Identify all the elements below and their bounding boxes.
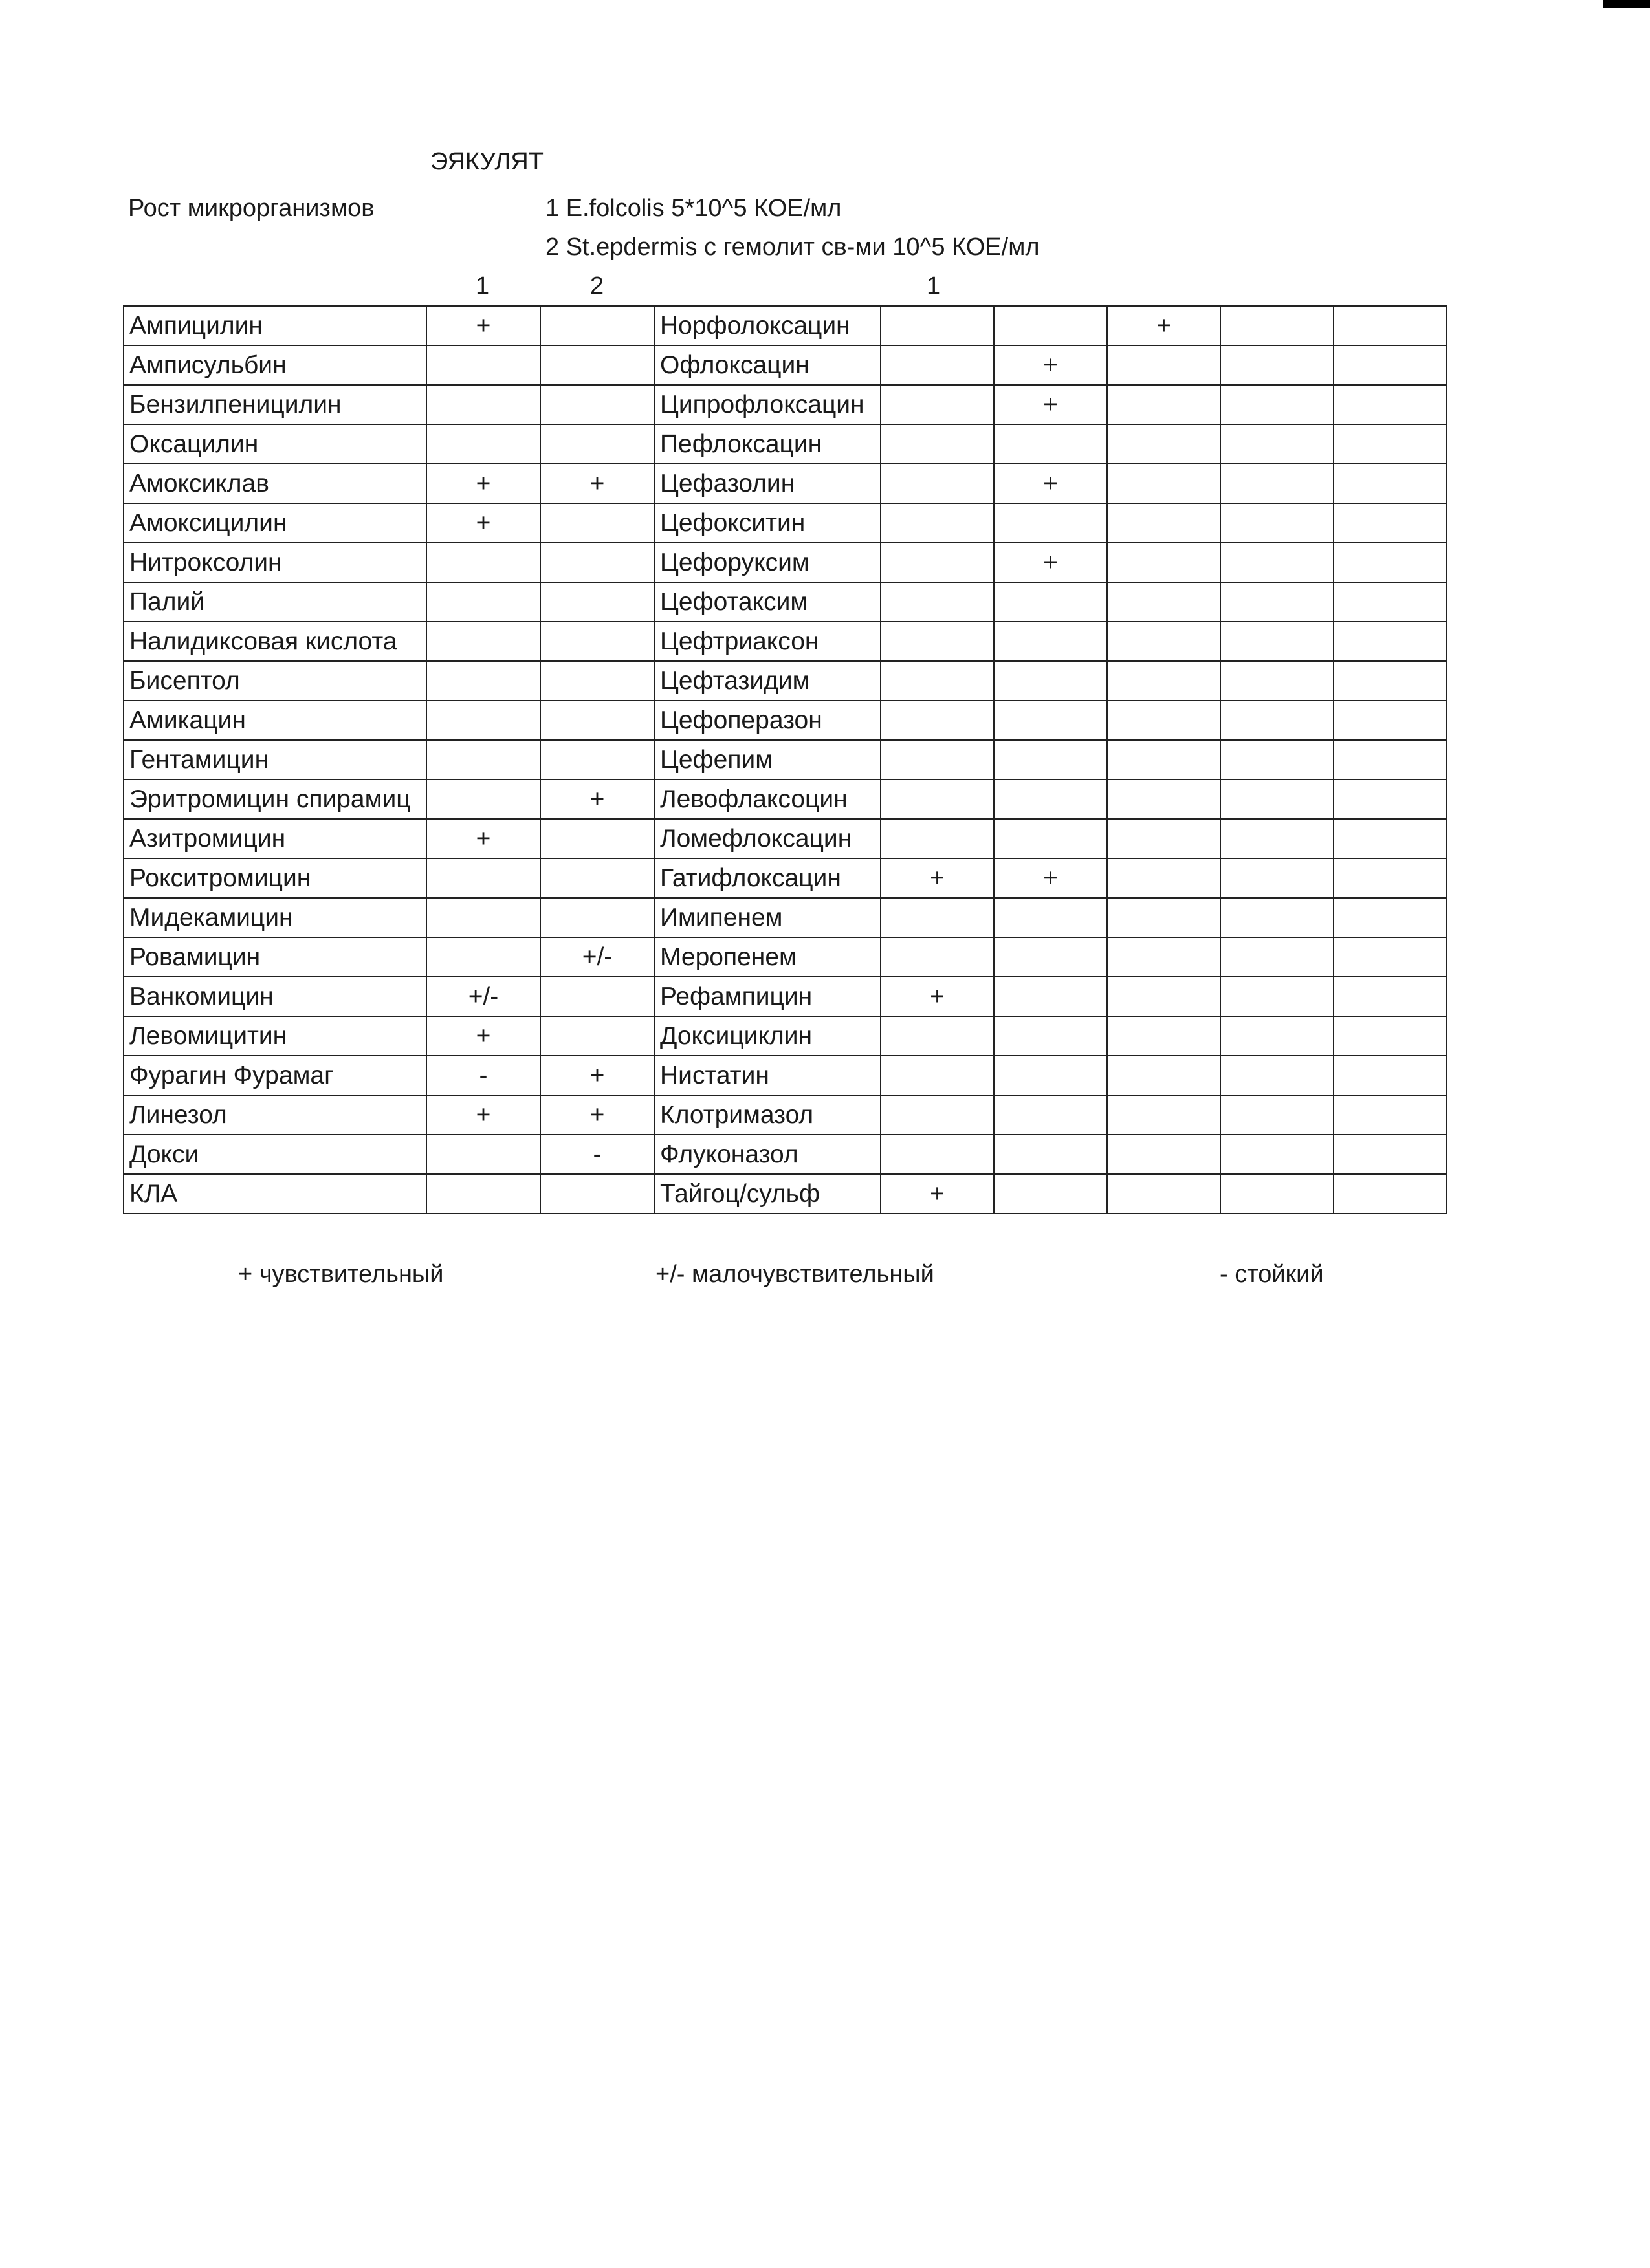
- result-organism-2: [540, 701, 654, 740]
- antibiotic-name: Бензилпеницилин: [124, 385, 426, 424]
- result-column-1: +: [881, 858, 994, 898]
- result-column-1: [881, 740, 994, 780]
- result-column-2: +: [994, 858, 1107, 898]
- antibiotic-name: Ципрофлоксацин: [654, 385, 881, 424]
- result-organism-2: [540, 424, 654, 464]
- result-organism-2: +/-: [540, 937, 654, 977]
- result-column-4: [1220, 582, 1334, 622]
- result-column-4: [1220, 740, 1334, 780]
- result-organism-2: [540, 1016, 654, 1056]
- result-organism-1: [426, 1174, 540, 1214]
- result-organism-2: -: [540, 1135, 654, 1174]
- result-column-5: [1334, 503, 1447, 543]
- result-column-2: [994, 306, 1107, 345]
- result-column-2: [994, 898, 1107, 937]
- table-row: [124, 1056, 1447, 1095]
- organism-2: 2 St.epdermis с гемолит св-ми 10^5 КОЕ/мл: [545, 234, 1040, 261]
- result-organism-2: +: [540, 1056, 654, 1095]
- result-organism-2: [540, 1174, 654, 1214]
- result-column-1: [881, 385, 994, 424]
- result-column-1: [881, 345, 994, 385]
- table-row: [124, 819, 1447, 858]
- antibiotic-name: Амикацин: [124, 701, 426, 740]
- antibiotic-name: Флуконазол: [654, 1135, 881, 1174]
- antibiotic-name: Клотримазол: [654, 1095, 881, 1135]
- result-organism-2: [540, 898, 654, 937]
- result-column-1: [881, 1016, 994, 1056]
- antibiotic-name: Ампицилин: [124, 306, 426, 345]
- result-organism-1: +/-: [426, 977, 540, 1016]
- antibiotic-name: КЛА: [124, 1174, 426, 1214]
- result-organism-1: [426, 543, 540, 582]
- antibiotic-name: Нитроксолин: [124, 543, 426, 582]
- result-column-1: [881, 543, 994, 582]
- result-organism-2: [540, 345, 654, 385]
- result-organism-1: [426, 661, 540, 701]
- result-organism-2: [540, 503, 654, 543]
- growth-label: Рост микрорганизмов: [128, 195, 375, 222]
- result-column-4: [1220, 819, 1334, 858]
- antibiotic-name: Рокситромицин: [124, 858, 426, 898]
- result-column-5: [1334, 345, 1447, 385]
- column-number-right-1: 1: [927, 272, 941, 300]
- result-column-3: [1107, 464, 1220, 503]
- result-column-3: [1107, 543, 1220, 582]
- table-row: [124, 582, 1447, 622]
- result-column-1: [881, 464, 994, 503]
- table-row: [124, 740, 1447, 780]
- table-row: [124, 1174, 1447, 1214]
- organism-1: 1 E.folcolis 5*10^5 КОЕ/мл: [545, 195, 842, 222]
- antibiotic-name: Цефепим: [654, 740, 881, 780]
- result-column-2: [994, 780, 1107, 819]
- result-column-3: [1107, 858, 1220, 898]
- antibiotic-name: Имипенем: [654, 898, 881, 937]
- result-column-3: [1107, 977, 1220, 1016]
- result-column-3: [1107, 385, 1220, 424]
- result-column-5: [1334, 1056, 1447, 1095]
- antibiotic-name: Ломефлоксацин: [654, 819, 881, 858]
- result-column-2: +: [994, 464, 1107, 503]
- result-column-4: [1220, 977, 1334, 1016]
- result-column-4: [1220, 858, 1334, 898]
- result-organism-1: [426, 740, 540, 780]
- result-column-5: [1334, 819, 1447, 858]
- antibiotic-name: Амписульбин: [124, 345, 426, 385]
- result-column-1: [881, 306, 994, 345]
- column-number-left-2: 2: [590, 272, 604, 300]
- result-column-3: [1107, 503, 1220, 543]
- antibiotic-name: Цефтриаксон: [654, 622, 881, 661]
- result-column-5: [1334, 780, 1447, 819]
- result-column-3: [1107, 1095, 1220, 1135]
- result-organism-1: [426, 780, 540, 819]
- result-organism-2: [540, 622, 654, 661]
- result-column-3: [1107, 1135, 1220, 1174]
- result-column-1: [881, 582, 994, 622]
- result-column-5: [1334, 1095, 1447, 1135]
- result-column-5: [1334, 385, 1447, 424]
- result-organism-1: +: [426, 503, 540, 543]
- result-organism-2: +: [540, 464, 654, 503]
- antibiotic-name: Бисептол: [124, 661, 426, 701]
- antibiotic-name: Доксициклин: [654, 1016, 881, 1056]
- result-organism-2: [540, 740, 654, 780]
- result-organism-1: [426, 1135, 540, 1174]
- antibiotic-name: Цефотаксим: [654, 582, 881, 622]
- result-column-5: [1334, 1016, 1447, 1056]
- result-organism-2: [540, 385, 654, 424]
- result-column-3: [1107, 424, 1220, 464]
- result-column-5: [1334, 622, 1447, 661]
- result-organism-1: [426, 385, 540, 424]
- result-column-3: [1107, 1056, 1220, 1095]
- result-column-2: +: [994, 543, 1107, 582]
- result-column-2: [994, 977, 1107, 1016]
- result-column-2: [994, 1095, 1107, 1135]
- table-row: [124, 661, 1447, 701]
- antibiotic-name: Фурагин Фурамаг: [124, 1056, 426, 1095]
- result-column-2: [994, 1056, 1107, 1095]
- result-column-2: [994, 661, 1107, 701]
- result-organism-2: [540, 858, 654, 898]
- result-column-2: [994, 622, 1107, 661]
- result-column-5: [1334, 1135, 1447, 1174]
- result-organism-1: +: [426, 1095, 540, 1135]
- scan-edge-mark: [1603, 0, 1650, 8]
- result-organism-1: [426, 858, 540, 898]
- result-column-1: [881, 898, 994, 937]
- result-column-4: [1220, 937, 1334, 977]
- result-column-2: [994, 1016, 1107, 1056]
- result-column-5: [1334, 740, 1447, 780]
- result-column-5: [1334, 543, 1447, 582]
- result-column-4: [1220, 1174, 1334, 1214]
- result-column-1: +: [881, 1174, 994, 1214]
- result-column-5: [1334, 858, 1447, 898]
- result-column-2: [994, 424, 1107, 464]
- legend-moderate: +/- малочувствительный: [655, 1261, 934, 1288]
- result-column-4: [1220, 622, 1334, 661]
- result-column-1: [881, 424, 994, 464]
- result-column-3: [1107, 345, 1220, 385]
- result-column-5: [1334, 1174, 1447, 1214]
- table-row: [124, 503, 1447, 543]
- antibiotic-name: Эритромицин спирамиц: [124, 780, 426, 819]
- result-organism-2: [540, 306, 654, 345]
- table-row: [124, 464, 1447, 503]
- table-row: [124, 858, 1447, 898]
- result-column-3: [1107, 937, 1220, 977]
- result-organism-2: [540, 543, 654, 582]
- result-column-4: [1220, 701, 1334, 740]
- result-column-2: +: [994, 385, 1107, 424]
- result-column-4: [1220, 306, 1334, 345]
- antibiotic-name: Гентамицин: [124, 740, 426, 780]
- result-column-4: [1220, 464, 1334, 503]
- result-organism-2: [540, 819, 654, 858]
- table-row: [124, 306, 1447, 345]
- result-column-4: [1220, 1095, 1334, 1135]
- result-column-4: [1220, 424, 1334, 464]
- result-column-1: [881, 819, 994, 858]
- table-row: [124, 543, 1447, 582]
- table-row: [124, 780, 1447, 819]
- result-column-4: [1220, 780, 1334, 819]
- result-column-1: [881, 1135, 994, 1174]
- antibiotic-name: Пефлоксацин: [654, 424, 881, 464]
- result-column-3: [1107, 740, 1220, 780]
- antibiotic-name: Левомицитин: [124, 1016, 426, 1056]
- antibiotic-name: Амоксиклав: [124, 464, 426, 503]
- column-number-left-1: 1: [476, 272, 490, 300]
- result-organism-1: [426, 701, 540, 740]
- antibiotic-name: Азитромицин: [124, 819, 426, 858]
- result-column-4: [1220, 1056, 1334, 1095]
- result-column-4: [1220, 345, 1334, 385]
- result-column-2: [994, 819, 1107, 858]
- result-organism-1: +: [426, 464, 540, 503]
- antibiotic-name: Оксацилин: [124, 424, 426, 464]
- antibiotic-name: Цефазолин: [654, 464, 881, 503]
- document-title: ЭЯКУЛЯТ: [430, 148, 544, 175]
- result-organism-1: [426, 898, 540, 937]
- result-column-3: [1107, 582, 1220, 622]
- result-organism-1: [426, 345, 540, 385]
- legend-resistant: - стойкий: [1220, 1261, 1324, 1288]
- result-organism-1: +: [426, 1016, 540, 1056]
- antibiotic-table: [123, 305, 1447, 1214]
- table-row: [124, 701, 1447, 740]
- antibiotic-name: Палий: [124, 582, 426, 622]
- table-row: [124, 1016, 1447, 1056]
- result-column-1: [881, 503, 994, 543]
- result-column-2: [994, 503, 1107, 543]
- antibiotic-name: Норфолоксацин: [654, 306, 881, 345]
- antibiotic-name: Докси: [124, 1135, 426, 1174]
- result-column-5: [1334, 977, 1447, 1016]
- result-column-5: [1334, 582, 1447, 622]
- table-row: [124, 345, 1447, 385]
- result-column-1: +: [881, 977, 994, 1016]
- antibiotic-name: Гатифлоксацин: [654, 858, 881, 898]
- result-column-1: [881, 622, 994, 661]
- antibiotic-name: Офлоксацин: [654, 345, 881, 385]
- result-organism-1: [426, 424, 540, 464]
- antibiotic-name: Цефоперазон: [654, 701, 881, 740]
- result-column-3: +: [1107, 306, 1220, 345]
- result-column-5: [1334, 424, 1447, 464]
- result-column-3: [1107, 1174, 1220, 1214]
- result-column-5: [1334, 937, 1447, 977]
- result-column-1: [881, 780, 994, 819]
- table-row: [124, 937, 1447, 977]
- result-column-1: [881, 1056, 994, 1095]
- result-column-3: [1107, 819, 1220, 858]
- result-column-4: [1220, 385, 1334, 424]
- table-row: [124, 424, 1447, 464]
- table-row: [124, 1095, 1447, 1135]
- antibiotic-name: Ванкомицин: [124, 977, 426, 1016]
- antibiotic-name: Цефтазидим: [654, 661, 881, 701]
- result-column-5: [1334, 701, 1447, 740]
- result-column-5: [1334, 306, 1447, 345]
- antibiotic-name: Налидиксовая кислота: [124, 622, 426, 661]
- result-organism-2: +: [540, 780, 654, 819]
- result-column-3: [1107, 661, 1220, 701]
- result-organism-1: +: [426, 819, 540, 858]
- result-column-1: [881, 661, 994, 701]
- antibiotic-name: Тайгоц/сульф: [654, 1174, 881, 1214]
- result-column-3: [1107, 898, 1220, 937]
- antibiotic-name: Линезол: [124, 1095, 426, 1135]
- table-row: [124, 385, 1447, 424]
- table-row: [124, 977, 1447, 1016]
- result-column-5: [1334, 898, 1447, 937]
- result-column-4: [1220, 503, 1334, 543]
- table-row: [124, 898, 1447, 937]
- result-column-2: [994, 740, 1107, 780]
- legend-sensitive: + чувствительный: [238, 1261, 444, 1288]
- result-column-4: [1220, 1135, 1334, 1174]
- result-column-3: [1107, 780, 1220, 819]
- antibiotic-name: Цефокситин: [654, 503, 881, 543]
- result-column-2: [994, 1174, 1107, 1214]
- result-column-2: [994, 582, 1107, 622]
- antibiotic-name: Цефоруксим: [654, 543, 881, 582]
- result-column-1: [881, 937, 994, 977]
- antibiotic-name: Нистатин: [654, 1056, 881, 1095]
- result-column-2: [994, 937, 1107, 977]
- result-column-2: [994, 701, 1107, 740]
- result-column-4: [1220, 1016, 1334, 1056]
- result-organism-1: +: [426, 306, 540, 345]
- result-organism-1: [426, 937, 540, 977]
- antibiotic-name: Рефампицин: [654, 977, 881, 1016]
- table-row: [124, 1135, 1447, 1174]
- result-column-3: [1107, 1016, 1220, 1056]
- result-column-4: [1220, 898, 1334, 937]
- result-column-2: +: [994, 345, 1107, 385]
- result-column-5: [1334, 661, 1447, 701]
- result-organism-1: [426, 582, 540, 622]
- result-organism-2: [540, 977, 654, 1016]
- antibiotic-name: Ровамицин: [124, 937, 426, 977]
- antibiotic-name: Меропенем: [654, 937, 881, 977]
- table-row: [124, 622, 1447, 661]
- result-column-4: [1220, 661, 1334, 701]
- result-organism-1: -: [426, 1056, 540, 1095]
- result-column-2: [994, 1135, 1107, 1174]
- result-column-1: [881, 701, 994, 740]
- result-column-4: [1220, 543, 1334, 582]
- result-column-3: [1107, 701, 1220, 740]
- result-organism-2: [540, 582, 654, 622]
- result-column-1: [881, 1095, 994, 1135]
- antibiotic-name: Амоксицилин: [124, 503, 426, 543]
- result-column-5: [1334, 464, 1447, 503]
- result-organism-1: [426, 622, 540, 661]
- result-column-3: [1107, 622, 1220, 661]
- antibiotic-name: Мидекамицин: [124, 898, 426, 937]
- antibiotic-name: Левофлаксоцин: [654, 780, 881, 819]
- result-organism-2: [540, 661, 654, 701]
- result-organism-2: +: [540, 1095, 654, 1135]
